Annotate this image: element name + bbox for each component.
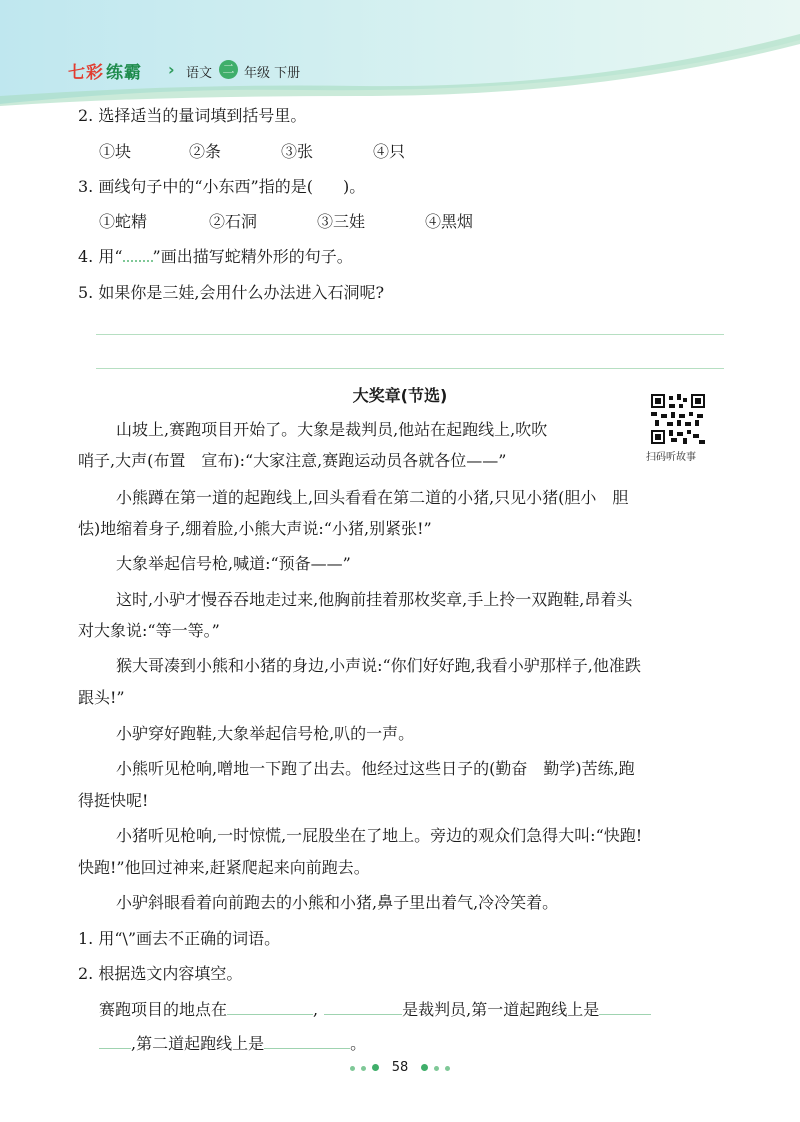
wavy-underline-icon <box>123 246 153 262</box>
passage-title: 大奖章(节选) <box>352 386 448 405</box>
q4-text-b: ”画出描写蛇精外形的句子。 <box>152 247 353 266</box>
fill-blank-location[interactable] <box>227 996 313 1015</box>
dots-left-decoration <box>347 1060 382 1075</box>
fill-comma: , <box>313 1000 319 1019</box>
fill-blank-lane-2[interactable] <box>264 1030 350 1049</box>
qr-code-icon[interactable] <box>651 394 705 444</box>
q3-text-b: )。 <box>342 177 366 196</box>
passage-line-4: 怯)地缩着身子,绷着脸,小熊大声说:“小猪,别紧张!” <box>78 519 432 538</box>
page-header <box>0 0 800 110</box>
passage-line-13: 小猪听见枪响,一时惊慌,一屁股坐在了地上。旁边的观众们急得大叫:“快跑! <box>116 826 643 845</box>
passage-line-14: 快跑!”他回过神来,赶紧爬起来向前跑去。 <box>78 858 370 877</box>
answer-line-2[interactable] <box>96 368 724 369</box>
question-5-top: 5. 如果你是三娃,会用什么办法进入石洞呢? <box>78 283 385 302</box>
answer-line-1[interactable] <box>96 334 724 335</box>
q2-option-4: ④只 <box>373 142 406 161</box>
fill-line-2 <box>99 1030 366 1056</box>
passage-line-6: 这时,小驴才慢吞吞地走过来,他胸前挂着那枚奖章,手上拎一双跑鞋,昂着头 <box>116 590 633 609</box>
fill-blank-lane-1-cont[interactable] <box>99 1030 131 1049</box>
fill-blank-lane-1[interactable] <box>599 996 651 1015</box>
q3-option-1: ①蛇精 <box>99 212 148 231</box>
fill-blank-referee[interactable] <box>324 996 402 1015</box>
passage-line-3: 小熊蹲在第一道的起跑线上,回头看看在第二道的小猪,只见小猪(胆小 胆 <box>116 488 629 507</box>
question-3-top <box>78 175 365 199</box>
q3-option-2: ②石洞 <box>209 212 258 231</box>
grade-label: 年级 下册 <box>244 66 301 81</box>
page-number: 58 <box>391 1060 409 1075</box>
question-4-top <box>78 245 353 269</box>
fill-text-a: 赛跑项目的地点在 <box>99 1000 228 1019</box>
grade-number-badge: 二 <box>219 60 238 79</box>
passage-line-2: 哨子,大声(布置 宣布):“大家注意,赛跑运动员各就各位——” <box>78 451 507 470</box>
passage-line-8: 猴大哥凑到小熊和小猪的身边,小声说:“你们好好跑,我看小驴那样子,他准跌 <box>116 656 641 675</box>
dots-right-decoration <box>418 1060 453 1075</box>
question-2-bottom: 2. 根据选文内容填空。 <box>78 964 243 983</box>
q4-text-a: 4. 用“ <box>78 247 123 266</box>
brand-part-a: 七彩 <box>68 63 104 83</box>
q3-option-4: ④黑烟 <box>425 212 474 231</box>
fill-end: 。 <box>350 1034 367 1053</box>
page-footer <box>0 1060 800 1075</box>
passage-line-10: 小驴穿好跑鞋,大象举起信号枪,叭的一声。 <box>116 724 415 743</box>
fill-text-b: 是裁判员,第一道起跑线上是 <box>402 1000 600 1019</box>
passage-line-9: 跟头!” <box>78 688 125 707</box>
passage-line-15: 小驴斜眼看着向前跑去的小熊和小猪,鼻子里出着气,冷冷笑着。 <box>116 893 559 912</box>
qr-code-label: 扫码听故事 <box>646 452 696 463</box>
q2-option-1: ①块 <box>99 142 132 161</box>
passage-line-7: 对大象说:“等一等。” <box>78 621 220 640</box>
subject-label: 语文 <box>186 66 213 81</box>
fill-line-1 <box>99 996 651 1022</box>
q2-option-2: ②条 <box>189 142 222 161</box>
passage-line-5: 大象举起信号枪,喊道:“预备——” <box>116 554 351 573</box>
brand-logo <box>68 58 142 83</box>
question-2-top: 2. 选择适当的量词填到括号里。 <box>78 106 307 125</box>
passage-line-11: 小熊听见枪响,噌地一下跑了出去。他经过这些日子的(勤奋 勤学)苦练,跑 <box>116 759 635 778</box>
passage-line-12: 得挺快呢! <box>78 791 149 810</box>
q3-option-3: ③三娃 <box>317 212 366 231</box>
question-1-bottom: 1. 用“\”画去不正确的词语。 <box>78 929 281 948</box>
fill-text-c: ,第二道起跑线上是 <box>131 1034 265 1053</box>
header-wave-decoration <box>0 0 800 110</box>
chevron-right-icon: › <box>168 60 175 79</box>
brand-part-b: 练霸 <box>106 63 142 83</box>
q2-option-3: ③张 <box>281 142 314 161</box>
passage-line-1: 山坡上,赛跑项目开始了。大象是裁判员,他站在起跑线上,吹吹 <box>116 420 548 439</box>
q3-text-a: 3. 画线句子中的“小东西”指的是( <box>78 177 313 196</box>
